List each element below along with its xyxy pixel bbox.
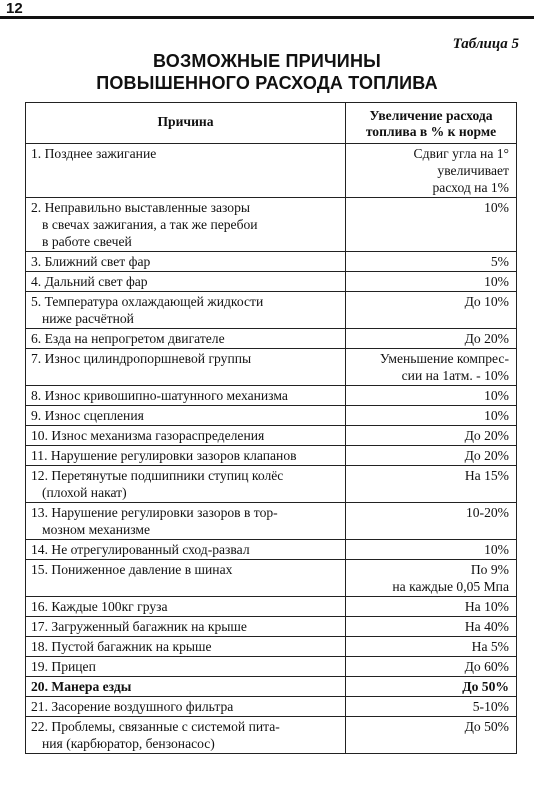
increase-text-line: расход на 1% [432,180,509,195]
increase-cell [346,597,517,617]
cause-cell [26,349,346,386]
increase-text-line: Сдвиг угла на 1° [413,146,509,161]
column-header-increase-line-2: топлива в % к норме [365,124,497,139]
increase-cell [346,252,517,272]
table-row [26,386,517,406]
table-row [26,406,517,426]
title-line-2: ПОВЫШЕННОГО РАСХОДА ТОПЛИВА [96,73,438,93]
table-row [26,466,517,503]
increase-text-line: Уменьшение компрес- [379,351,509,366]
increase-cell [346,144,517,198]
increase-cell [346,503,517,540]
increase-text-line: 5-10% [472,699,509,714]
cause-text-line: 12. Перетянутые подшипники ступиц колёс [31,468,284,483]
table-row [26,292,517,329]
increase-cell [346,560,517,597]
cause-text-line: 8. Износ кривошипно-шатунного механизма [31,388,288,403]
cause-cell [26,446,346,466]
increase-text-line: сии на 1атм. - 10% [401,368,509,383]
increase-cell [346,386,517,406]
increase-text-line: 10% [484,408,509,423]
increase-text-line: На 40% [464,619,509,634]
increase-text-line: До 20% [464,448,509,463]
table-row [26,597,517,617]
increase-cell [346,677,517,697]
cause-text-line: 16. Каждые 100кг груза [31,599,168,614]
increase-text-line: На 15% [464,468,509,483]
table-label: Таблица 5 [452,36,519,52]
increase-text-line: До 50% [464,719,509,734]
table-row [26,198,517,252]
fuel-consumption-table [25,102,517,754]
increase-text-line: 10% [484,542,509,557]
page-header-bar [0,0,534,19]
increase-cell [346,657,517,677]
cause-text-line: 21. Засорение воздушного фильтра [31,699,234,714]
table-row [26,446,517,466]
increase-cell [346,292,517,329]
increase-text-line: 10% [484,388,509,403]
cause-cell [26,697,346,717]
increase-text-line: До 10% [464,294,509,309]
increase-text-line: На 5% [471,639,509,654]
increase-text-line: До 20% [464,428,509,443]
table-row [26,697,517,717]
cause-text-line: 5. Температура охлаждающей жидкости [31,294,264,309]
column-header-increase-line-1: Увеличение расхода [369,108,493,123]
table-header-row [26,103,517,144]
table-row [26,144,517,198]
cause-text-line: 4. Дальний свет фар [31,274,148,289]
cause-cell [26,426,346,446]
cause-cell [26,329,346,349]
document-title [0,50,534,94]
cause-text-line: ния (карбюратор, бензонасос) [42,736,215,751]
table-row [26,503,517,540]
cause-cell [26,560,346,597]
cause-text-line: (плохой накат) [42,485,127,500]
cause-cell [26,503,346,540]
column-header-cause: Причина [26,103,346,144]
increase-cell [346,349,517,386]
cause-text-line: в работе свечей [42,234,132,249]
table-row [26,677,517,697]
cause-cell [26,406,346,426]
cause-text-line: 11. Нарушение регулировки зазоров клапанов [31,448,297,463]
cause-cell [26,292,346,329]
increase-text-line: На 10% [464,599,509,614]
increase-text-line: До 20% [464,331,509,346]
table-row [26,717,517,754]
cause-text-line: 13. Нарушение регулировки зазоров в тор- [31,505,278,520]
table-row [26,657,517,677]
cause-text-line: в свечах зажигания, а так же перебои [42,217,258,232]
table-row [26,637,517,657]
table-row [26,426,517,446]
cause-text-line: 1. Позднее зажигание [31,146,157,161]
cause-text-line: 20. Манера езды [31,679,132,694]
cause-text-line: 19. Прицеп [31,659,96,674]
increase-text-line: До 60% [464,659,509,674]
increase-text-line: 10% [484,274,509,289]
cause-text-line: ниже расчётной [42,311,134,326]
cause-text-line: 17. Загруженный багажник на крыше [31,619,247,634]
cause-cell [26,540,346,560]
cause-cell [26,717,346,754]
page-number: 12 [6,0,23,17]
cause-text-line: 3. Ближний свет фар [31,254,151,269]
increase-text-line: 10% [484,200,509,215]
increase-cell [346,198,517,252]
table-body [26,144,517,754]
cause-text-line: 7. Износ цилиндропоршневой группы [31,351,252,366]
increase-cell [346,426,517,446]
cause-text-line: 15. Пониженное давление в шинах [31,562,233,577]
table-row [26,560,517,597]
cause-text-line: 6. Езда на непрогретом двигателе [31,331,225,346]
increase-text-line: 5% [490,254,509,269]
cause-text-line: мозном механизме [42,522,151,537]
cause-cell [26,272,346,292]
cause-cell [26,617,346,637]
increase-text-line: До 50% [462,679,509,694]
increase-text-line: увеличивает [437,163,509,178]
cause-cell [26,198,346,252]
increase-text-line: По 9% [470,562,509,577]
cause-text-line: 18. Пустой багажник на крыше [31,639,212,654]
cause-cell [26,252,346,272]
increase-cell [346,446,517,466]
cause-cell [26,637,346,657]
table-row [26,540,517,560]
cause-cell [26,657,346,677]
increase-cell [346,406,517,426]
table-row [26,252,517,272]
increase-cell [346,272,517,292]
increase-cell [346,466,517,503]
table-row [26,349,517,386]
cause-cell [26,386,346,406]
title-line-1: ВОЗМОЖНЫЕ ПРИЧИНЫ [153,51,381,71]
increase-cell [346,717,517,754]
cause-cell [26,597,346,617]
cause-cell [26,144,346,198]
increase-cell [346,617,517,637]
cause-text-line: 14. Не отрегулированный сход-развал [31,542,250,557]
increase-cell [346,697,517,717]
table-row [26,617,517,637]
increase-cell [346,329,517,349]
increase-text-line: на каждые 0,05 Мпа [392,579,509,594]
cause-text-line: 22. Проблемы, связанные с системой пита- [31,719,280,734]
table-row [26,329,517,349]
column-header-increase [346,103,517,144]
cause-text-line: 10. Износ механизма газораспределения [31,428,265,443]
cause-text-line: 9. Износ сцепления [31,408,144,423]
cause-text-line: 2. Неправильно выставленные зазоры [31,200,251,215]
cause-cell [26,677,346,697]
cause-cell [26,466,346,503]
increase-cell [346,637,517,657]
increase-cell [346,540,517,560]
increase-text-line: 10-20% [465,505,509,520]
table-row [26,272,517,292]
